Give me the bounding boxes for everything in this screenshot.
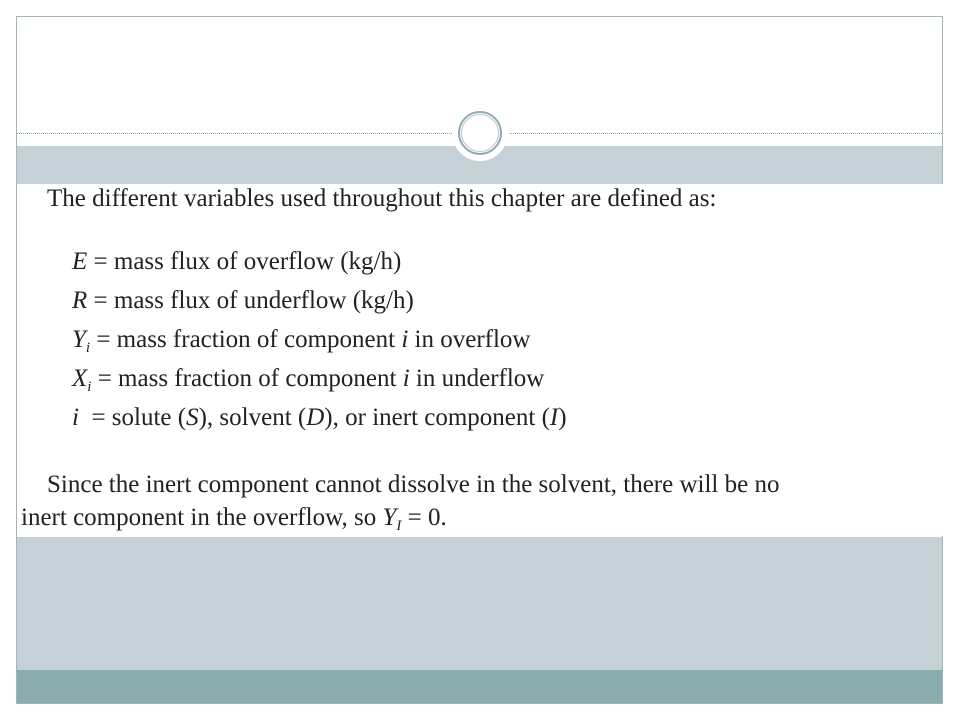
- definition-symbol: R: [72, 287, 88, 314]
- content-text-image: [17, 184, 956, 536]
- circle-ornament-inner-ring: [461, 114, 499, 152]
- definition-text: = mass fraction of component: [96, 326, 402, 353]
- definition-text-end: in overflow: [408, 326, 531, 353]
- definition-symbol: E: [72, 248, 88, 275]
- definition-text: = mass flux of underflow (kg/h): [93, 287, 414, 314]
- definition-text: = mass flux of overflow (kg/h): [93, 248, 402, 275]
- definition-text-end: in underflow: [409, 365, 545, 392]
- footer-band: [17, 537, 942, 670]
- definition-italic: i: [401, 326, 409, 353]
- inert-symbol: I: [549, 404, 559, 431]
- definition-symbol: Y: [72, 326, 86, 353]
- inert-note: [21, 468, 780, 543]
- definition-text-mid2: ), or inert component (: [324, 404, 550, 431]
- solute-symbol: S: [186, 404, 199, 431]
- solvent-symbol: D: [306, 404, 325, 431]
- definition-text-mid1: ), solvent (: [198, 404, 307, 431]
- definition-y: [72, 325, 567, 364]
- note-subscript: I: [396, 518, 402, 534]
- definition-subscript: i: [85, 340, 91, 356]
- note-line-1: Since the inert component cannot dissolve in the solvent, there will be no: [47, 471, 780, 498]
- definition-text: = solute (: [78, 404, 187, 431]
- definition-e: [72, 247, 567, 286]
- definition-r: [72, 286, 567, 325]
- definition-i: [72, 403, 567, 442]
- definition-subscript: i: [87, 379, 92, 395]
- definition-list: [72, 247, 567, 442]
- note-symbol: Y: [382, 504, 397, 531]
- definition-text-end: ): [558, 404, 567, 431]
- note-text-end: = 0.: [401, 504, 447, 531]
- definition-italic: i: [402, 365, 410, 392]
- intro-text: The different variables used throughout this chapter are defined as:: [47, 185, 717, 212]
- definition-text: = mass fraction of component: [97, 365, 403, 392]
- footer-strip: [17, 670, 942, 703]
- definition-symbol: X: [72, 365, 88, 392]
- note-text: inert component in the overflow, so: [21, 504, 383, 531]
- definition-symbol: i: [72, 404, 79, 431]
- definition-x: [72, 364, 567, 403]
